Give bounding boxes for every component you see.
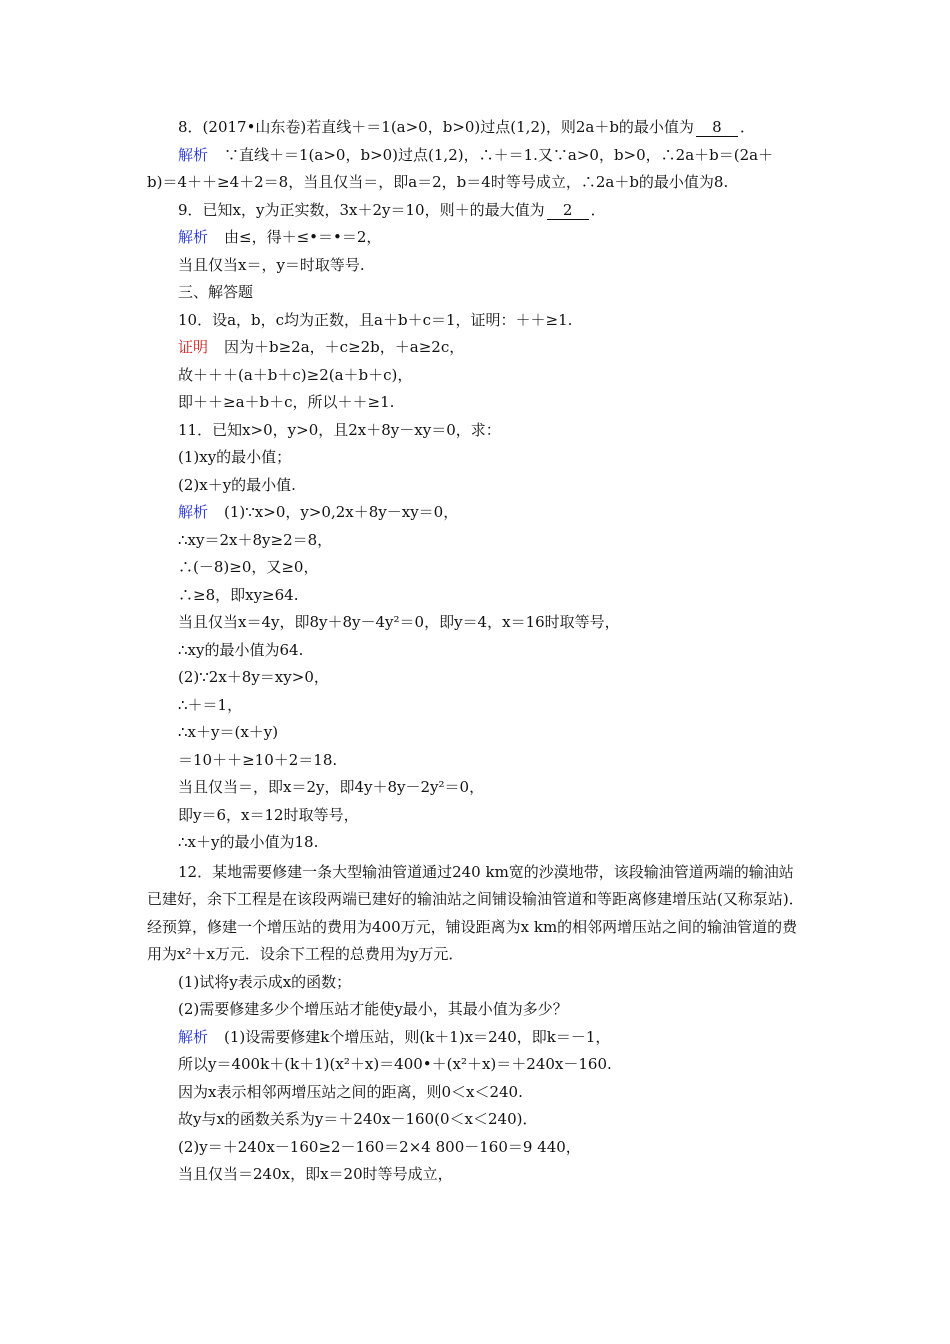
question-11-solution-2: ∴xy＝2x＋8y≥2＝8，: [178, 530, 333, 549]
question-8-answer: 8: [696, 118, 738, 137]
question-11-part-1: (1)xy的最小值；: [178, 448, 292, 466]
question-9-text: 9．已知x，y为正实数，3x＋2y＝10，则＋的最大值为: [178, 200, 545, 219]
question-11-solution-line: [147, 499, 807, 527]
question-12-solution-5: (2)y＝＋240x－160≥2－160＝2×4 800－160＝9 440，: [178, 1137, 581, 1156]
question-9-stem: [147, 197, 807, 225]
question-9-solution-2: 当且仅当x＝，y＝时取等号.: [178, 255, 365, 274]
question-8-solution-line: [147, 142, 807, 170]
question-8-solution-1: ∵直线＋＝1(a>0，b>0)过点(1,2)，∴＋＝1.又∵a>0，b>0，∴2a＋b＝(2a＋: [224, 145, 774, 164]
question-8-end: ．: [739, 118, 755, 136]
document-body: [147, 114, 807, 1189]
question-11-solution-6: ∴xy的最小值为64.: [178, 640, 304, 659]
question-11-stem: 11．已知x>0，y>0，且2x＋8y－xy＝0，求：: [178, 420, 501, 439]
question-10-proof-3: 即＋＋≥a＋b＋c，所以＋＋≥1.: [178, 393, 395, 411]
question-8-text: 8．(2017•山东卷)若直线＋＝1(a>0，b>0)过点(1,2)，则2a＋b的最小值为: [178, 118, 694, 136]
question-12-solution-3: 因为x表示相邻两增压站之间的距离，则0＜x＜240.: [178, 1082, 523, 1101]
question-11-solution-9: ∴x＋y＝(x＋y): [178, 723, 279, 741]
question-8-stem: [147, 114, 807, 142]
solution-tag: 解析: [178, 1027, 209, 1046]
question-9-solution-1: 由≤，得＋≤•＝•＝2，: [224, 228, 382, 246]
question-12-solution-6: 当且仅当＝240x，即x＝20时等号成立，: [178, 1165, 453, 1183]
question-12-stem: 12．某地需要修建一条大型输油管道通过240 km宽的沙漠地带，该段输油管道两端的输油站已建好，余下工程是在该段两端已建好的输油站之间铺设输油管道和等距离修建增压站(又称泵站)．经预算，修建一个增压站的费用为400万元，铺设距离为x km的相邻两增压站之间的输油管道的费用为x²＋x万元．设余下工程的总费用为y万元．: [147, 862, 804, 963]
question-10-proof-line: [147, 334, 807, 362]
question-11-solution-8: ∴＋＝1，: [178, 695, 243, 714]
question-11-part-2: (2)x＋y的最小值.: [178, 475, 296, 494]
question-12-solution-line: [147, 1024, 807, 1052]
question-8-solution-2: b)＝4＋＋≥4＋2＝8，当且仅当＝，即a＝2，b＝4时等号成立，∴2a＋b的最小值为8.: [147, 173, 729, 191]
question-11-solution-1: (1)∵x>0，y>0,2x＋8y－xy＝0，: [224, 503, 459, 521]
question-11-solution-12: 即y＝6，x＝12时取等号，: [178, 805, 359, 824]
question-9-end: ．: [590, 200, 606, 219]
question-9-answer: 2: [547, 201, 589, 220]
question-10-proof-1: 因为＋b≥2a，＋c≥2b，＋a≥2c，: [224, 338, 465, 356]
question-12-solution-4: 故y与x的函数关系为y＝＋240x－160(0＜x＜240)．: [178, 1110, 538, 1128]
question-10-stem: 10．设a，b，c均为正数，且a＋b＋c＝1，证明：＋＋≥1.: [178, 310, 573, 329]
question-12-solution-2: 所以y＝400k＋(k＋1)(x²＋x)＝400•＋(x²＋x)＝＋240x－160.: [178, 1055, 612, 1073]
question-11-solution-10: ＝10＋＋≥10＋2＝18.: [178, 750, 338, 769]
solution-tag: 解析: [178, 228, 209, 246]
question-9-solution-line: [147, 224, 807, 252]
question-10-proof-2: 故＋＋＋(a＋b＋c)≥2(a＋b＋c)，: [178, 365, 413, 384]
question-12-part-1: (1)试将y表示成x的函数；: [178, 972, 352, 991]
question-11-solution-7: (2)∵2x＋8y＝xy>0，: [178, 668, 329, 686]
question-11-solution-13: ∴x＋y的最小值为18.: [178, 833, 319, 851]
question-11-solution-3: ∴(－8)≥0，又≥0，: [178, 558, 319, 576]
proof-tag: 证明: [178, 338, 209, 356]
question-11-solution-5: 当且仅当x＝4y，即8y＋8y－4y²＝0，即y＝4，x＝16时取等号，: [178, 613, 620, 631]
solution-tag: 解析: [178, 503, 209, 521]
question-12-part-2: (2)需要修建多少个增压站才能使y最小，其最小值为多少？: [178, 1000, 568, 1018]
question-11-solution-4: ∴≥8，即xy≥64.: [178, 585, 299, 604]
section-heading: 三、解答题: [178, 283, 254, 301]
question-12-solution-1: (1)设需要修建k个增压站，则(k＋1)x＝240，即k＝－1，: [224, 1027, 611, 1046]
question-11-solution-11: 当且仅当＝，即x＝2y，即4y＋8y－2y²＝0，: [178, 778, 485, 796]
solution-tag: 解析: [178, 145, 209, 164]
